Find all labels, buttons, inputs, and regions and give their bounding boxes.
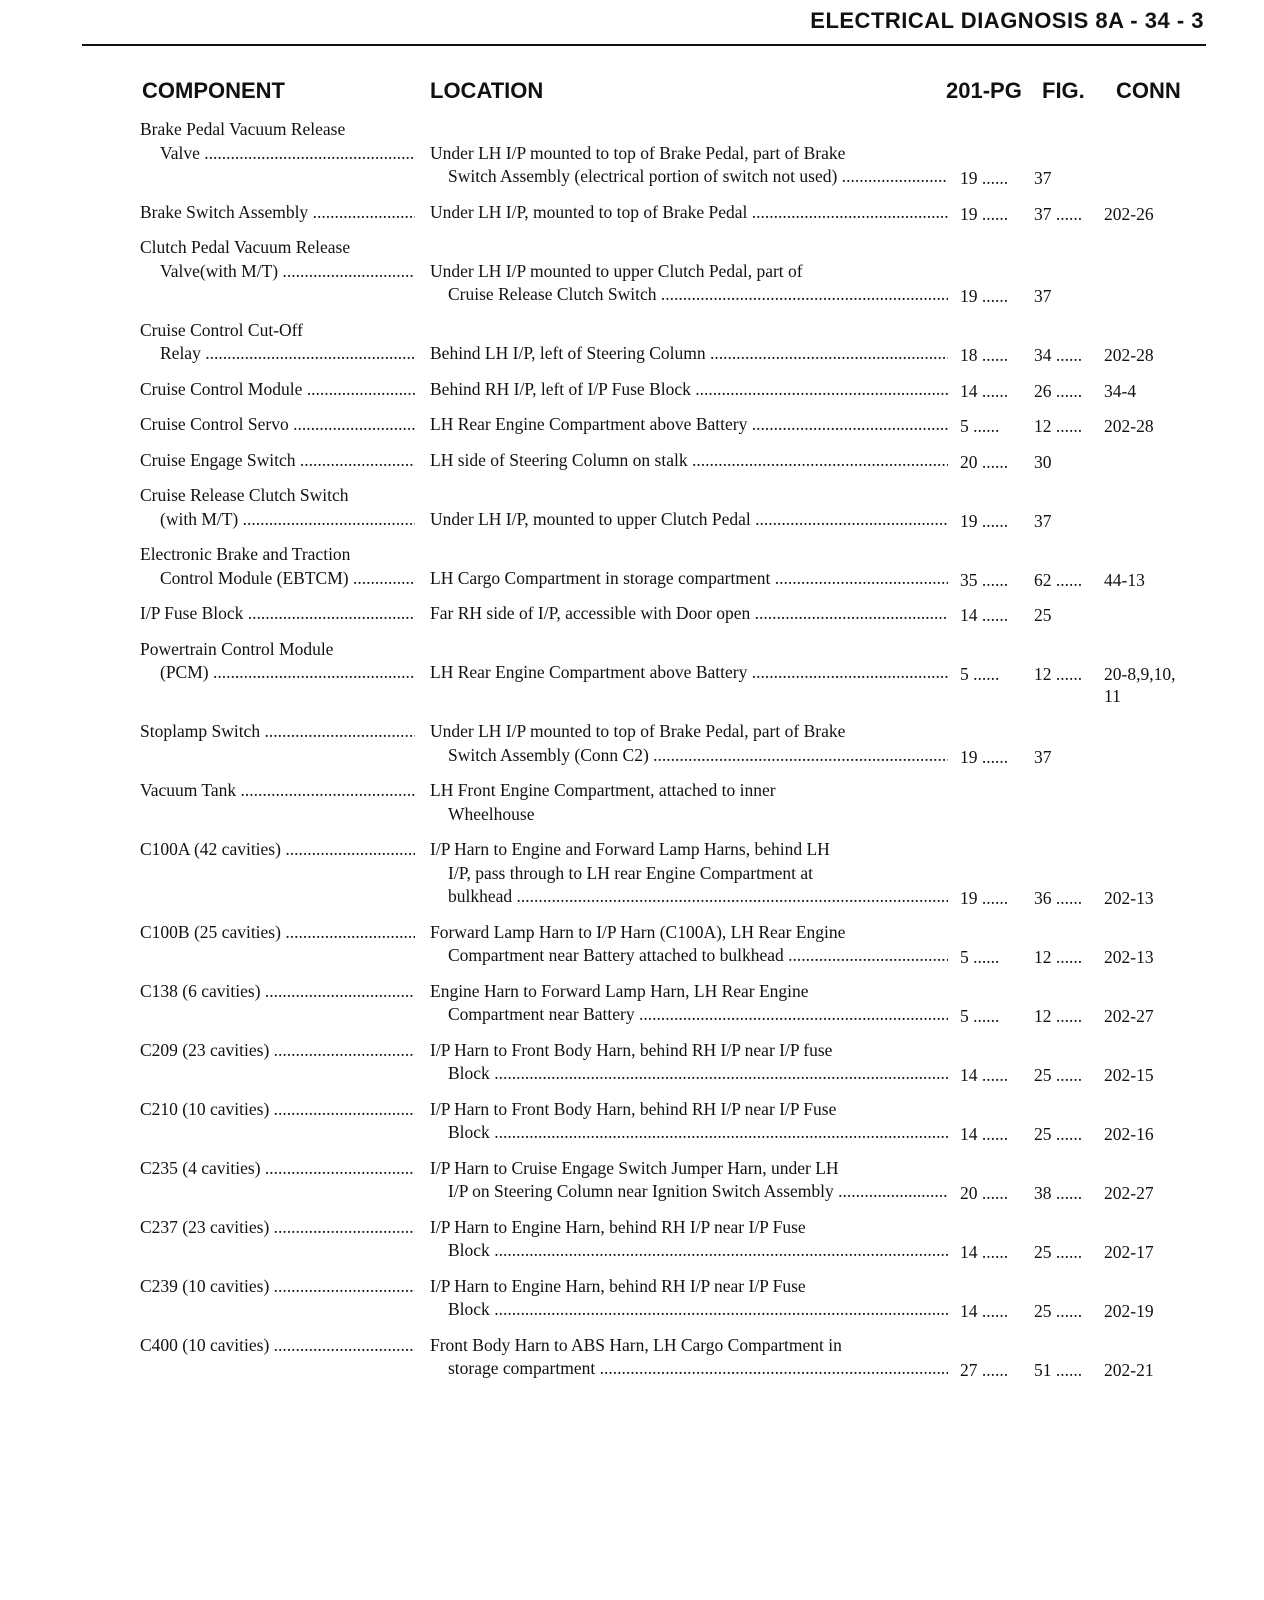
component-name: Vacuum Tank ..... bbox=[140, 779, 415, 801]
figure-ref: 12 ...... bbox=[1034, 415, 1096, 437]
page-ref: 14 ...... bbox=[960, 1300, 1024, 1322]
figure-ref: 25 ...... bbox=[1034, 1300, 1096, 1322]
location-text: Forward Lamp Harn to I/P Harn (C100A), LH Rear Engine bbox=[430, 921, 846, 942]
column-headers bbox=[0, 78, 1264, 114]
location-text: storage compartment ..... bbox=[448, 1357, 948, 1379]
connector-ref: 202-19 bbox=[1104, 1301, 1154, 1321]
figure-ref: 37 bbox=[1034, 168, 1052, 188]
location-text: bulkhead ..... bbox=[448, 885, 948, 907]
column-header-page: 201-PG bbox=[946, 78, 1022, 103]
location-text: Switch Assembly (Conn C2) ..... bbox=[448, 744, 948, 766]
location-text: Front Body Harn to ABS Harn, LH Cargo Compartment in bbox=[430, 1334, 842, 1355]
location-text: Under LH I/P, mounted to top of Brake Pedal ..... bbox=[430, 201, 948, 223]
location-text: Under LH I/P mounted to upper Clutch Pedal, part of bbox=[430, 260, 803, 281]
component-name: C100A (42 cavities) ..... bbox=[140, 838, 415, 860]
page-ref: 20 ...... bbox=[960, 451, 1024, 473]
figure-ref: 51 ...... bbox=[1034, 1359, 1096, 1381]
component-name: Stoplamp Switch ..... bbox=[140, 720, 415, 742]
component-name: Powertrain Control Module bbox=[140, 638, 334, 659]
figure-ref: 38 ...... bbox=[1034, 1182, 1096, 1204]
page-ref: 5 ...... bbox=[960, 946, 1024, 968]
location-text: Switch Assembly (electrical portion of switch not used) ..... bbox=[448, 165, 948, 187]
component-name: Cruise Control Cut-Off bbox=[140, 319, 304, 340]
location-text: LH Rear Engine Compartment above Battery ..... bbox=[430, 661, 948, 683]
page-ref: 19 ...... bbox=[960, 203, 1024, 225]
component-name: Electronic Brake and Traction bbox=[140, 544, 351, 564]
component-name: C400 (10 cavities) ..... bbox=[140, 1334, 415, 1356]
page-header bbox=[0, 0, 1264, 52]
location-text: I/P Harn to Front Body Harn, behind RH I/P near I/P fuse bbox=[430, 1039, 833, 1060]
figure-ref: 37 bbox=[1034, 510, 1052, 531]
figure-ref: 25 bbox=[1034, 605, 1052, 625]
figure-ref: 37 ...... bbox=[1034, 203, 1096, 225]
page-ref: 27 ...... bbox=[960, 1359, 1024, 1381]
column-header-connector: CONN bbox=[1116, 78, 1181, 103]
component-name: Valve(with M/T) ..... bbox=[160, 260, 415, 282]
location-text: Compartment near Battery ..... bbox=[448, 1003, 948, 1025]
component-name: C210 (10 cavities) ..... bbox=[140, 1098, 415, 1120]
location-text: I/P Harn to Engine Harn, behind RH I/P near I/P Fuse bbox=[430, 1275, 806, 1296]
page-ref: 19 ...... bbox=[960, 746, 1024, 768]
component-name: C239 (10 cavities) ..... bbox=[140, 1275, 415, 1297]
location-text: Under LH I/P, mounted to upper Clutch Pedal ..... bbox=[430, 508, 948, 530]
page-ref: 5 ...... bbox=[960, 1005, 1024, 1027]
location-text: LH Front Engine Compartment, attached to inner bbox=[430, 780, 776, 800]
figure-ref: 25 ...... bbox=[1034, 1241, 1096, 1263]
page-ref: 14 ...... bbox=[960, 1123, 1024, 1145]
location-text: Engine Harn to Forward Lamp Harn, LH Rear Engine bbox=[430, 980, 809, 1001]
page-ref: 14 ...... bbox=[960, 380, 1024, 402]
component-name: Clutch Pedal Vacuum Release bbox=[140, 237, 351, 257]
component-name: (PCM) ..... bbox=[160, 661, 415, 683]
component-name: Relay ..... bbox=[160, 342, 415, 364]
page-ref: 19 ...... bbox=[960, 887, 1024, 909]
location-text: Block ..... bbox=[448, 1062, 948, 1084]
figure-ref: 12 ...... bbox=[1034, 946, 1096, 968]
location-text: I/P Harn to Engine and Forward Lamp Harns, behind LH bbox=[430, 839, 830, 859]
figure-ref: 12 ...... bbox=[1034, 1005, 1096, 1027]
location-text: Behind RH I/P, left of I/P Fuse Block ..... bbox=[430, 378, 948, 400]
page-ref: 14 ...... bbox=[960, 1064, 1024, 1086]
location-text: Compartment near Battery attached to bulkhead ..... bbox=[448, 944, 948, 966]
connector-ref: 20-8,9,10, 11 bbox=[1104, 664, 1176, 706]
location-text: Block ..... bbox=[448, 1298, 948, 1320]
location-text: I/P Harn to Engine Harn, behind RH I/P near I/P Fuse bbox=[430, 1216, 806, 1237]
connector-ref: 202-15 bbox=[1104, 1065, 1154, 1085]
connector-ref: 202-28 bbox=[1104, 416, 1154, 436]
page-ref: 35 ...... bbox=[960, 569, 1024, 591]
column-header-location: LOCATION bbox=[430, 78, 544, 103]
location-text: I/P, pass through to LH rear Engine Compartment at bbox=[448, 862, 813, 883]
connector-ref: 202-13 bbox=[1104, 947, 1154, 967]
component-name: C138 (6 cavities) ..... bbox=[140, 980, 415, 1002]
component-name: (with M/T) ..... bbox=[160, 508, 415, 530]
component-name: Cruise Control Servo ..... bbox=[140, 413, 415, 435]
figure-ref: 25 ...... bbox=[1034, 1064, 1096, 1086]
component-name: Cruise Engage Switch ..... bbox=[140, 449, 415, 471]
component-name: I/P Fuse Block ..... bbox=[140, 602, 415, 624]
location-text: Block ..... bbox=[448, 1121, 948, 1143]
figure-ref: 37 bbox=[1034, 746, 1052, 767]
page-title: ELECTRICAL DIAGNOSIS 8A - 34 - 3 bbox=[810, 8, 1204, 33]
component-name: C235 (4 cavities) ..... bbox=[140, 1157, 415, 1179]
component-name: C209 (23 cavities) ..... bbox=[140, 1039, 415, 1061]
component-name: Cruise Release Clutch Switch bbox=[140, 485, 349, 505]
location-text: Wheelhouse bbox=[448, 803, 535, 824]
connector-ref: 202-16 bbox=[1104, 1124, 1154, 1144]
location-text: Cruise Release Clutch Switch ..... bbox=[448, 283, 948, 305]
connector-ref: 202-26 bbox=[1104, 203, 1154, 224]
component-name: C100B (25 cavities) ..... bbox=[140, 921, 415, 943]
component-name: Valve ..... bbox=[160, 142, 415, 164]
component-name: Control Module (EBTCM) ..... bbox=[160, 567, 415, 589]
connector-ref: 202-27 bbox=[1104, 1006, 1154, 1026]
page-ref: 14 ...... bbox=[960, 1241, 1024, 1263]
figure-ref: 30 bbox=[1034, 451, 1052, 472]
connector-ref: 202-13 bbox=[1104, 888, 1154, 908]
page-ref: 5 ...... bbox=[960, 415, 1024, 437]
column-header-component: COMPONENT bbox=[142, 78, 285, 103]
location-text: I/P on Steering Column near Ignition Switch Assembly ..... bbox=[448, 1180, 948, 1202]
page-ref: 14 ...... bbox=[960, 604, 1024, 626]
location-text: Far RH side of I/P, accessible with Door open ..... bbox=[430, 602, 948, 624]
figure-ref: 12 ...... bbox=[1034, 663, 1096, 685]
component-name: Cruise Control Module ..... bbox=[140, 378, 415, 400]
column-header-figure: FIG. bbox=[1042, 78, 1085, 103]
location-text: I/P Harn to Cruise Engage Switch Jumper Harn, under LH bbox=[430, 1157, 839, 1178]
location-text: Under LH I/P mounted to top of Brake Pedal, part of Brake bbox=[430, 142, 846, 163]
location-text: LH Rear Engine Compartment above Battery ..... bbox=[430, 413, 948, 435]
page-ref: 18 ...... bbox=[960, 344, 1024, 366]
component-name: Brake Switch Assembly ..... bbox=[140, 201, 415, 223]
figure-ref: 26 ...... bbox=[1034, 380, 1096, 402]
page-ref: 20 ...... bbox=[960, 1182, 1024, 1204]
location-text: Under LH I/P mounted to top of Brake Pedal, part of Brake bbox=[430, 721, 846, 741]
connector-ref: 34-4 bbox=[1104, 380, 1137, 401]
figure-ref: 25 ...... bbox=[1034, 1123, 1096, 1145]
location-text: Block ..... bbox=[448, 1239, 948, 1261]
connector-ref: 202-17 bbox=[1104, 1242, 1154, 1262]
component-name: C237 (23 cavities) ..... bbox=[140, 1216, 415, 1238]
component-name: Brake Pedal Vacuum Release bbox=[140, 119, 346, 139]
header-rule bbox=[82, 44, 1206, 46]
location-text: LH side of Steering Column on stalk ..... bbox=[430, 449, 948, 471]
figure-ref: 34 ...... bbox=[1034, 344, 1096, 366]
figure-ref: 36 ...... bbox=[1034, 887, 1096, 909]
connector-ref: 202-21 bbox=[1104, 1360, 1154, 1380]
figure-ref: 62 ...... bbox=[1034, 569, 1096, 591]
connector-ref: 202-28 bbox=[1104, 345, 1154, 365]
page-ref: 19 ...... bbox=[960, 510, 1024, 532]
connector-ref: 202-27 bbox=[1104, 1183, 1154, 1203]
connector-ref: 44-13 bbox=[1104, 569, 1145, 590]
figure-ref: 37 bbox=[1034, 286, 1052, 306]
page-ref: 19 ...... bbox=[960, 285, 1024, 307]
page-ref: 19 ...... bbox=[960, 167, 1024, 189]
location-text: I/P Harn to Front Body Harn, behind RH I/P near I/P Fuse bbox=[430, 1098, 837, 1119]
location-text: LH Cargo Compartment in storage compartment ..... bbox=[430, 567, 948, 589]
location-text: Behind LH I/P, left of Steering Column ..... bbox=[430, 342, 948, 364]
page-ref: 5 ...... bbox=[960, 663, 1024, 685]
